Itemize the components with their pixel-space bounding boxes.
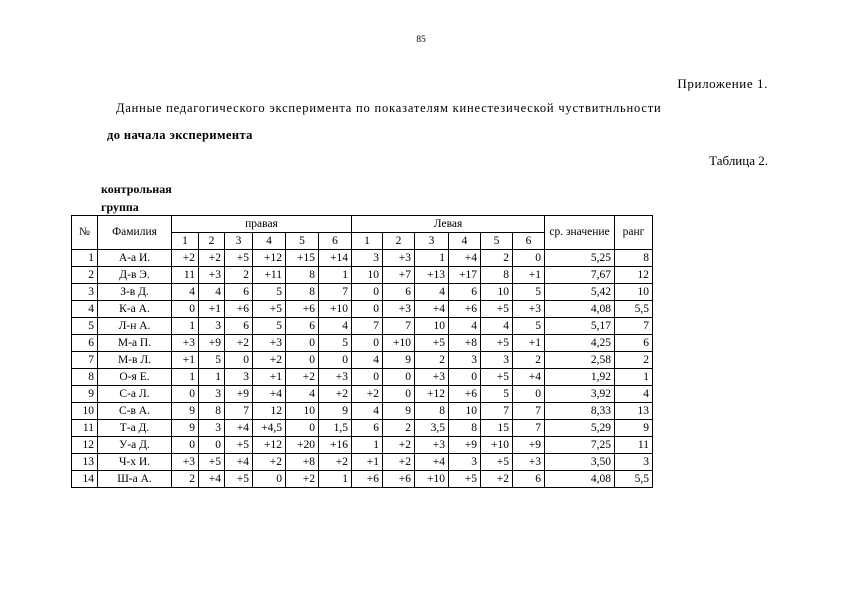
header-right-hand: правая <box>172 216 352 233</box>
left-hand-cell: 0 <box>513 250 545 267</box>
left-hand-cell: +5 <box>481 369 513 386</box>
right-hand-cell: +9 <box>199 335 225 352</box>
mean-cell: 4,25 <box>545 335 615 352</box>
left-hand-cell: 5 <box>481 386 513 403</box>
right-hand-cell: +1 <box>172 352 199 369</box>
right-hand-cell: 1,5 <box>319 420 352 437</box>
rank-cell: 4 <box>615 386 653 403</box>
surname-cell: Ш-а А. <box>98 471 172 488</box>
right-hand-cell: 9 <box>319 403 352 420</box>
right-hand-cell: +20 <box>286 437 319 454</box>
left-hand-cell: +8 <box>449 335 481 352</box>
page-number: 85 <box>416 35 426 45</box>
right-hand-cell: 0 <box>286 335 319 352</box>
right-hand-cell: +1 <box>253 369 286 386</box>
right-hand-cell: 4 <box>199 284 225 301</box>
right-hand-cell: +14 <box>319 250 352 267</box>
right-hand-cell: 0 <box>319 352 352 369</box>
mean-cell: 3,92 <box>545 386 615 403</box>
row-number-cell: 1 <box>72 250 98 267</box>
right-hand-cell: 2 <box>172 471 199 488</box>
right-hand-cell: 1 <box>172 318 199 335</box>
right-hand-cell: +3 <box>253 335 286 352</box>
right-hand-cell: 5 <box>319 335 352 352</box>
left-hand-cell: 9 <box>383 403 415 420</box>
left-hand-cell: 8 <box>481 267 513 284</box>
left-hand-cell: 10 <box>481 284 513 301</box>
right-hand-cell: +2 <box>172 250 199 267</box>
right-hand-cell: +1 <box>199 301 225 318</box>
rank-cell: 9 <box>615 420 653 437</box>
right-hand-cell: 4 <box>319 318 352 335</box>
left-hand-cell: 7 <box>513 403 545 420</box>
right-hand-cell: 0 <box>172 437 199 454</box>
page-subheading: до начала эксперимента <box>107 128 253 142</box>
row-number-cell: 7 <box>72 352 98 369</box>
left-hand-cell: +13 <box>415 267 449 284</box>
left-hand-cell: 10 <box>449 403 481 420</box>
right-hand-cell: 8 <box>286 284 319 301</box>
right-hand-cell: +2 <box>199 250 225 267</box>
right-hand-cell: +2 <box>286 369 319 386</box>
row-number-cell: 10 <box>72 403 98 420</box>
surname-cell: Д-в Э. <box>98 267 172 284</box>
right-hand-cell: +2 <box>319 386 352 403</box>
table-row <box>72 386 653 403</box>
mean-cell: 2,58 <box>545 352 615 369</box>
surname-cell: М-в Л. <box>98 352 172 369</box>
left-hand-cell: 3 <box>449 352 481 369</box>
left-hand-cell: 4 <box>481 318 513 335</box>
surname-cell: З-в Д. <box>98 284 172 301</box>
left-hand-cell: 6 <box>513 471 545 488</box>
right-hand-cell: 0 <box>199 437 225 454</box>
left-hand-cell: 4 <box>415 284 449 301</box>
table-label: Таблица 2. <box>709 153 768 168</box>
right-hand-cell: 1 <box>319 471 352 488</box>
left-hand-cell: +7 <box>383 267 415 284</box>
table-row <box>72 335 653 352</box>
left-hand-cell: 0 <box>513 386 545 403</box>
left-hand-cell: 4 <box>449 318 481 335</box>
right-hand-cell: +4 <box>199 471 225 488</box>
header-trial: 2 <box>199 233 225 250</box>
rank-cell: 6 <box>615 335 653 352</box>
rank-cell: 7 <box>615 318 653 335</box>
left-hand-cell: +1 <box>352 454 383 471</box>
right-hand-cell: +5 <box>253 301 286 318</box>
left-hand-cell: 3 <box>481 352 513 369</box>
right-hand-cell: 7 <box>225 403 253 420</box>
table-row <box>72 437 653 454</box>
right-hand-cell: 3 <box>225 369 253 386</box>
surname-cell: М-а П. <box>98 335 172 352</box>
right-hand-cell: +12 <box>253 437 286 454</box>
left-hand-cell: +1 <box>513 335 545 352</box>
right-hand-cell: 10 <box>286 403 319 420</box>
left-hand-cell: 10 <box>415 318 449 335</box>
row-number-cell: 12 <box>72 437 98 454</box>
rank-cell: 5,5 <box>615 471 653 488</box>
row-number-cell: 11 <box>72 420 98 437</box>
row-number-cell: 8 <box>72 369 98 386</box>
rank-cell: 8 <box>615 250 653 267</box>
row-number-cell: 4 <box>72 301 98 318</box>
left-hand-cell: +3 <box>415 437 449 454</box>
left-hand-cell: 0 <box>383 369 415 386</box>
header-trial: 2 <box>383 233 415 250</box>
right-hand-cell: +5 <box>225 471 253 488</box>
right-hand-cell: 11 <box>172 267 199 284</box>
right-hand-cell: +2 <box>286 471 319 488</box>
left-hand-cell: 15 <box>481 420 513 437</box>
left-hand-cell: +2 <box>481 471 513 488</box>
right-hand-cell: 4 <box>172 284 199 301</box>
left-hand-cell: 5 <box>513 318 545 335</box>
row-number-cell: 5 <box>72 318 98 335</box>
left-hand-cell: +3 <box>513 454 545 471</box>
left-hand-cell: +6 <box>449 386 481 403</box>
left-hand-cell: 6 <box>449 284 481 301</box>
right-hand-cell: +10 <box>319 301 352 318</box>
left-hand-cell: +3 <box>383 250 415 267</box>
mean-cell: 3,50 <box>545 454 615 471</box>
header-trial: 6 <box>319 233 352 250</box>
left-hand-cell: 3 <box>449 454 481 471</box>
left-hand-cell: 8 <box>415 403 449 420</box>
right-hand-cell: +5 <box>225 250 253 267</box>
header-trial: 3 <box>225 233 253 250</box>
page-heading: Данные педагогического эксперимента по показателям кинестезической чуствитнльности <box>116 101 662 115</box>
surname-cell: К-а А. <box>98 301 172 318</box>
right-hand-cell: 6 <box>225 318 253 335</box>
right-hand-cell: 0 <box>286 352 319 369</box>
header-trial: 4 <box>253 233 286 250</box>
left-hand-cell: 4 <box>352 403 383 420</box>
left-hand-cell: 0 <box>352 369 383 386</box>
right-hand-cell: +6 <box>225 301 253 318</box>
surname-cell: Л-н А. <box>98 318 172 335</box>
mean-cell: 7,25 <box>545 437 615 454</box>
rank-cell: 2 <box>615 352 653 369</box>
right-hand-cell: 1 <box>172 369 199 386</box>
left-hand-cell: +5 <box>449 471 481 488</box>
left-hand-cell: +6 <box>352 471 383 488</box>
left-hand-cell: +5 <box>481 301 513 318</box>
left-hand-cell: +9 <box>513 437 545 454</box>
right-hand-cell: +16 <box>319 437 352 454</box>
header-trial: 6 <box>513 233 545 250</box>
left-hand-cell: +4 <box>415 454 449 471</box>
header-left-hand: Левая <box>352 216 545 233</box>
right-hand-cell: +5 <box>199 454 225 471</box>
header-rank: ранг <box>615 216 653 250</box>
row-number-cell: 3 <box>72 284 98 301</box>
right-hand-cell: 3 <box>199 420 225 437</box>
group-label: контрольная группа <box>101 182 172 214</box>
table-row <box>72 284 653 301</box>
right-hand-cell: +11 <box>253 267 286 284</box>
data-table <box>71 215 653 488</box>
left-hand-cell: +4 <box>415 301 449 318</box>
table-row <box>72 369 653 386</box>
row-number-cell: 9 <box>72 386 98 403</box>
left-hand-cell: 0 <box>449 369 481 386</box>
row-number-cell: 2 <box>72 267 98 284</box>
row-number-cell: 6 <box>72 335 98 352</box>
surname-cell: О-я Е. <box>98 369 172 386</box>
header-row-top <box>72 216 653 233</box>
right-hand-cell: +5 <box>225 437 253 454</box>
right-hand-cell: +4 <box>225 454 253 471</box>
right-hand-cell: 9 <box>172 403 199 420</box>
mean-cell: 7,67 <box>545 267 615 284</box>
header-trial: 4 <box>449 233 481 250</box>
right-hand-cell: +4 <box>225 420 253 437</box>
right-hand-cell: 7 <box>319 284 352 301</box>
rank-cell: 5,5 <box>615 301 653 318</box>
table-row <box>72 403 653 420</box>
mean-cell: 5,29 <box>545 420 615 437</box>
right-hand-cell: +2 <box>225 335 253 352</box>
table-row <box>72 318 653 335</box>
left-hand-cell: 4 <box>352 352 383 369</box>
right-hand-cell: +12 <box>253 250 286 267</box>
left-hand-cell: +3 <box>513 301 545 318</box>
right-hand-cell: 4 <box>286 386 319 403</box>
right-hand-cell: 9 <box>172 420 199 437</box>
mean-cell: 5,42 <box>545 284 615 301</box>
header-trial: 1 <box>352 233 383 250</box>
right-hand-cell: +3 <box>172 335 199 352</box>
surname-cell: С-в А. <box>98 403 172 420</box>
left-hand-cell: 5 <box>513 284 545 301</box>
table-body <box>72 250 653 488</box>
right-hand-cell: 1 <box>319 267 352 284</box>
right-hand-cell: 2 <box>225 267 253 284</box>
table-row <box>72 267 653 284</box>
left-hand-cell: +10 <box>481 437 513 454</box>
rank-cell: 3 <box>615 454 653 471</box>
left-hand-cell: +5 <box>481 454 513 471</box>
left-hand-cell: +6 <box>383 471 415 488</box>
left-hand-cell: 2 <box>481 250 513 267</box>
surname-cell: Ч-х И. <box>98 454 172 471</box>
surname-cell: С-а Л. <box>98 386 172 403</box>
right-hand-cell: +4 <box>253 386 286 403</box>
table-row <box>72 471 653 488</box>
right-hand-cell: +3 <box>319 369 352 386</box>
row-number-cell: 13 <box>72 454 98 471</box>
left-hand-cell: +9 <box>449 437 481 454</box>
left-hand-cell: 1 <box>415 250 449 267</box>
table-row <box>72 301 653 318</box>
left-hand-cell: +5 <box>415 335 449 352</box>
left-hand-cell: +10 <box>383 335 415 352</box>
left-hand-cell: +5 <box>481 335 513 352</box>
left-hand-cell: 2 <box>513 352 545 369</box>
right-hand-cell: 12 <box>253 403 286 420</box>
rank-cell: 12 <box>615 267 653 284</box>
left-hand-cell: 8 <box>449 420 481 437</box>
table-row <box>72 420 653 437</box>
header-mean: ср. значение <box>545 216 615 250</box>
left-hand-cell: +4 <box>449 250 481 267</box>
left-hand-cell: +12 <box>415 386 449 403</box>
left-hand-cell: 2 <box>415 352 449 369</box>
table-row <box>72 352 653 369</box>
right-hand-cell: +3 <box>199 267 225 284</box>
table-row <box>72 250 653 267</box>
right-hand-cell: +9 <box>225 386 253 403</box>
rank-cell: 10 <box>615 284 653 301</box>
right-hand-cell: 3 <box>199 318 225 335</box>
surname-cell: Т-а Д. <box>98 420 172 437</box>
mean-cell: 5,25 <box>545 250 615 267</box>
left-hand-cell: 7 <box>513 420 545 437</box>
right-hand-cell: 5 <box>253 284 286 301</box>
left-hand-cell: +2 <box>352 386 383 403</box>
rank-cell: 13 <box>615 403 653 420</box>
table-row <box>72 454 653 471</box>
left-hand-cell: 0 <box>352 284 383 301</box>
right-hand-cell: 0 <box>172 386 199 403</box>
right-hand-cell: 8 <box>199 403 225 420</box>
left-hand-cell: 7 <box>383 318 415 335</box>
right-hand-cell: +4,5 <box>253 420 286 437</box>
mean-cell: 5,17 <box>545 318 615 335</box>
right-hand-cell: 0 <box>225 352 253 369</box>
right-hand-cell: +8 <box>286 454 319 471</box>
right-hand-cell: 5 <box>199 352 225 369</box>
header-trial: 1 <box>172 233 199 250</box>
appendix-label: Приложение 1. <box>677 76 768 91</box>
surname-cell: А-а И. <box>98 250 172 267</box>
left-hand-cell: 9 <box>383 352 415 369</box>
mean-cell: 4,08 <box>545 471 615 488</box>
right-hand-cell: +3 <box>172 454 199 471</box>
right-hand-cell: +2 <box>319 454 352 471</box>
row-number-cell: 14 <box>72 471 98 488</box>
left-hand-cell: +17 <box>449 267 481 284</box>
right-hand-cell: 6 <box>286 318 319 335</box>
left-hand-cell: +6 <box>449 301 481 318</box>
left-hand-cell: +2 <box>383 454 415 471</box>
rank-cell: 1 <box>615 369 653 386</box>
left-hand-cell: 0 <box>352 301 383 318</box>
mean-cell: 8,33 <box>545 403 615 420</box>
left-hand-cell: 6 <box>383 284 415 301</box>
right-hand-cell: +2 <box>253 454 286 471</box>
header-surname: Фамилия <box>98 216 172 250</box>
header-trial: 3 <box>415 233 449 250</box>
right-hand-cell: 5 <box>253 318 286 335</box>
right-hand-cell: 0 <box>286 420 319 437</box>
left-hand-cell: 10 <box>352 267 383 284</box>
right-hand-cell: +15 <box>286 250 319 267</box>
left-hand-cell: 3 <box>352 250 383 267</box>
left-hand-cell: 7 <box>481 403 513 420</box>
header-num: № <box>72 216 98 250</box>
left-hand-cell: +10 <box>415 471 449 488</box>
surname-cell: У-а Д. <box>98 437 172 454</box>
left-hand-cell: 1 <box>352 437 383 454</box>
left-hand-cell: 6 <box>352 420 383 437</box>
right-hand-cell: 1 <box>199 369 225 386</box>
right-hand-cell: 8 <box>286 267 319 284</box>
rank-cell: 11 <box>615 437 653 454</box>
right-hand-cell: 3 <box>199 386 225 403</box>
mean-cell: 4,08 <box>545 301 615 318</box>
right-hand-cell: +6 <box>286 301 319 318</box>
left-hand-cell: +4 <box>513 369 545 386</box>
left-hand-cell: +3 <box>415 369 449 386</box>
header-trial: 5 <box>286 233 319 250</box>
left-hand-cell: +2 <box>383 437 415 454</box>
right-hand-cell: 0 <box>253 471 286 488</box>
left-hand-cell: +1 <box>513 267 545 284</box>
mean-cell: 1,92 <box>545 369 615 386</box>
left-hand-cell: 0 <box>383 386 415 403</box>
left-hand-cell: 3,5 <box>415 420 449 437</box>
right-hand-cell: 0 <box>172 301 199 318</box>
right-hand-cell: 6 <box>225 284 253 301</box>
left-hand-cell: 0 <box>352 335 383 352</box>
left-hand-cell: 7 <box>352 318 383 335</box>
left-hand-cell: 2 <box>383 420 415 437</box>
header-trial: 5 <box>481 233 513 250</box>
left-hand-cell: +3 <box>383 301 415 318</box>
right-hand-cell: +2 <box>253 352 286 369</box>
